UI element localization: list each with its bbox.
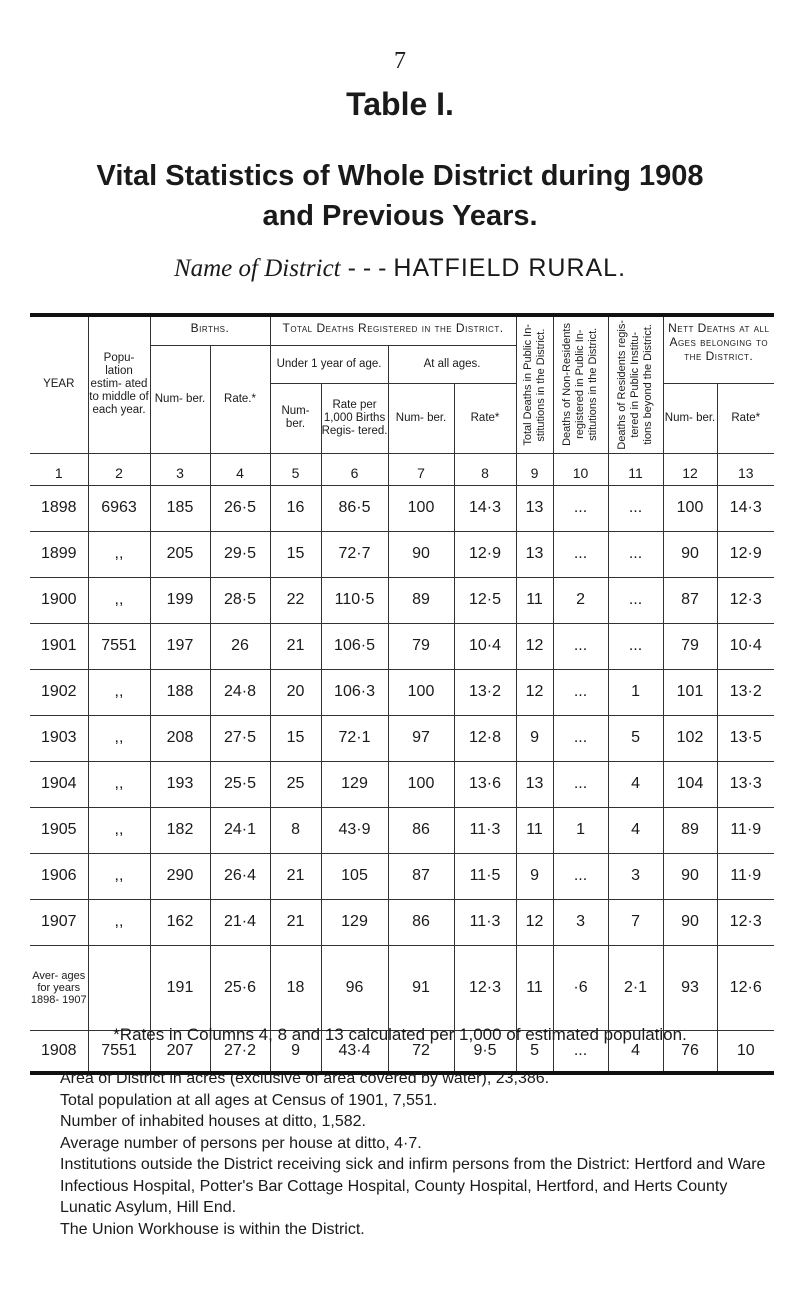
- cell-c9: 11: [516, 577, 553, 623]
- cell-c10: ...: [553, 485, 608, 531]
- cell-all-num: 86: [388, 807, 454, 853]
- cell-u1-rate: 105: [321, 853, 388, 899]
- cell-all-rate: 11·3: [454, 807, 516, 853]
- cell-u1-num: 20: [270, 669, 321, 715]
- header-population: Popu- lation estim- ated to middle of each year.: [88, 315, 150, 453]
- cell-pop: ,,: [88, 715, 150, 761]
- cell-u1-num: 22: [270, 577, 321, 623]
- cell-c9: 13: [516, 485, 553, 531]
- averages-row: [30, 945, 774, 1030]
- column-number: 8: [454, 453, 516, 485]
- column-number: 2: [88, 453, 150, 485]
- cell-all-num: 91: [388, 945, 454, 1030]
- rates-footnote: *Rates in Columns 4, 8 and 13 calculated per 1,000 of estimated population.: [113, 1025, 687, 1044]
- cell-pop: ,,: [88, 853, 150, 899]
- cell-b-num: 207: [150, 1030, 210, 1073]
- cell-year: 1906: [30, 853, 88, 899]
- cell-all-num: 100: [388, 485, 454, 531]
- table-row: [30, 807, 774, 853]
- cell-nett-rate: 10: [717, 1030, 774, 1073]
- cell-pop: ,,: [88, 669, 150, 715]
- cell-b-num: 197: [150, 623, 210, 669]
- cell-nett-rate: 12·3: [717, 577, 774, 623]
- cell-u1-num: 21: [270, 623, 321, 669]
- cell-all-num: 89: [388, 577, 454, 623]
- cell-b-rate: 26: [210, 623, 270, 669]
- table-row: [30, 853, 774, 899]
- cell-u1-rate: 72·1: [321, 715, 388, 761]
- cell-b-rate: 26·4: [210, 853, 270, 899]
- title-line-1: Vital Statistics of Whole District during 1908: [96, 160, 704, 192]
- cell-year: 1907: [30, 899, 88, 945]
- cell-all-rate: 12·9: [454, 531, 516, 577]
- cell-b-rate: 25·6: [210, 945, 270, 1030]
- cell-c10: ...: [553, 531, 608, 577]
- district-name: HATFIELD RURAL.: [393, 254, 627, 282]
- column-number: 1: [30, 453, 88, 485]
- cell-nett-num: 102: [663, 715, 717, 761]
- cell-nett-rate: 11·9: [717, 853, 774, 899]
- column-number: 6: [321, 453, 388, 485]
- cell-c9: 13: [516, 761, 553, 807]
- cell-c10: ...: [553, 1030, 608, 1073]
- cell-u1-num: 21: [270, 853, 321, 899]
- cell-c11: ...: [608, 485, 663, 531]
- column-number: 9: [516, 453, 553, 485]
- cell-c9: 11: [516, 945, 553, 1030]
- note-institutions: Institutions outside the District receiving sick and infirm persons from the District: Hertford and Ware Infectious Hospital, Potter's Bar Cottage Hospital, County Hospital, Hertford, and Herts County Lunatic Asylum, Hill End.: [60, 1156, 766, 1216]
- header-year: YEAR: [30, 315, 88, 453]
- cell-c9: 9: [516, 715, 553, 761]
- cell-u1-num: 15: [270, 531, 321, 577]
- cell-u1-rate: 129: [321, 761, 388, 807]
- cell-nett-rate: 10·4: [717, 623, 774, 669]
- cell-c10: ...: [553, 761, 608, 807]
- header-col9: Total Deaths in Public In- stitutions in the District.: [516, 315, 553, 453]
- header-nett-number: Num- ber.: [663, 383, 717, 453]
- column-number-row: [30, 453, 774, 485]
- cell-b-num: 185: [150, 485, 210, 531]
- cell-all-num: 79: [388, 623, 454, 669]
- cell-u1-rate: 43·4: [321, 1030, 388, 1073]
- cell-all-num: 86: [388, 899, 454, 945]
- cell-c10: ·6: [553, 945, 608, 1030]
- cell-all-num: 100: [388, 669, 454, 715]
- cell-all-rate: 14·3: [454, 485, 516, 531]
- cell-pop: ,,: [88, 899, 150, 945]
- cell-c10: ...: [553, 623, 608, 669]
- cell-b-rate: 21·4: [210, 899, 270, 945]
- cell-all-rate: 9·5: [454, 1030, 516, 1073]
- district-line: [0, 254, 800, 283]
- cell-b-rate: 28·5: [210, 577, 270, 623]
- cell-b-rate: 27·2: [210, 1030, 270, 1073]
- cell-year: 1902: [30, 669, 88, 715]
- note-inhabited-houses: Number of inhabited houses at ditto, 1,582.: [60, 1113, 366, 1130]
- cell-c9: 9: [516, 853, 553, 899]
- cell-u1-num: 16: [270, 485, 321, 531]
- cell-b-num: 182: [150, 807, 210, 853]
- cell-all-rate: 10·4: [454, 623, 516, 669]
- cell-c11: 4: [608, 761, 663, 807]
- table-row: [30, 899, 774, 945]
- column-number: 11: [608, 453, 663, 485]
- table-label: Table I.: [346, 86, 454, 122]
- cell-c9: 5: [516, 1030, 553, 1073]
- cell-c9: 11: [516, 807, 553, 853]
- cell-year: 1908: [30, 1030, 88, 1073]
- cell-nett-num: 76: [663, 1030, 717, 1073]
- header-nett-deaths: Nett Deaths at all Ages belonging to the District.: [663, 315, 774, 383]
- cell-nett-rate: 12·3: [717, 899, 774, 945]
- header-births: Births.: [150, 315, 270, 345]
- cell-all-rate: 11·5: [454, 853, 516, 899]
- table-row: [30, 531, 774, 577]
- cell-all-rate: 11·3: [454, 899, 516, 945]
- cell-nett-num: 90: [663, 899, 717, 945]
- cell-u1-rate: 43·9: [321, 807, 388, 853]
- cell-u1-rate: 86·5: [321, 485, 388, 531]
- cell-c10: 3: [553, 899, 608, 945]
- header-total-deaths: Total Deaths Registered in the District.: [270, 315, 516, 345]
- cell-nett-rate: 14·3: [717, 485, 774, 531]
- cell-c11: 5: [608, 715, 663, 761]
- cell-u1-num: 8: [270, 807, 321, 853]
- district-dashes: - - -: [347, 254, 387, 282]
- cell-nett-rate: 13·3: [717, 761, 774, 807]
- cell-nett-num: 87: [663, 577, 717, 623]
- page-number: 7: [394, 48, 406, 74]
- cell-u1-rate: 106·5: [321, 623, 388, 669]
- cell-u1-rate: 96: [321, 945, 388, 1030]
- cell-b-num: 199: [150, 577, 210, 623]
- cell-b-num: 205: [150, 531, 210, 577]
- cell-c11: 2·1: [608, 945, 663, 1030]
- table-row: [30, 485, 774, 531]
- cell-nett-rate: 13·5: [717, 715, 774, 761]
- cell-u1-rate: 106·3: [321, 669, 388, 715]
- district-label: Name of District: [173, 255, 341, 282]
- cell-year: 1898: [30, 485, 88, 531]
- cell-pop: ,,: [88, 761, 150, 807]
- header-col10: Deaths of Non-Residents registered in Public In- stitutions in the District.: [553, 315, 608, 453]
- cell-pop: 7551: [88, 623, 150, 669]
- column-number: 5: [270, 453, 321, 485]
- note-persons-per-house: Average number of persons per house at ditto, 4·7.: [60, 1134, 422, 1152]
- cell-b-rate: 25·5: [210, 761, 270, 807]
- cell-c9: 12: [516, 669, 553, 715]
- cell-c9: 12: [516, 623, 553, 669]
- district-notes: [60, 1068, 780, 1240]
- table-row: [30, 669, 774, 715]
- cell-nett-num: 100: [663, 485, 717, 531]
- cell-b-num: 188: [150, 669, 210, 715]
- cell-pop: 7551: [88, 1030, 150, 1073]
- cell-u1-num: 9: [270, 1030, 321, 1073]
- cell-nett-num: 90: [663, 853, 717, 899]
- cell-u1-rate: 110·5: [321, 577, 388, 623]
- cell-c11: 3: [608, 853, 663, 899]
- header-births-number: Num- ber.: [150, 345, 210, 453]
- note-workhouse: The Union Workhouse is within the District.: [60, 1220, 365, 1238]
- cell-all-rate: 12·3: [454, 945, 516, 1030]
- cell-c9: 12: [516, 899, 553, 945]
- cell-b-num: 162: [150, 899, 210, 945]
- table-row: [30, 761, 774, 807]
- cell-c11: 1: [608, 669, 663, 715]
- header-u1-number: Num- ber.: [270, 383, 321, 453]
- cell-c10: ...: [553, 715, 608, 761]
- cell-b-rate: 24·1: [210, 807, 270, 853]
- cell-nett-rate: 12·6: [717, 945, 774, 1030]
- cell-c10: ...: [553, 853, 608, 899]
- cell-nett-num: 79: [663, 623, 717, 669]
- cell-pop: [88, 945, 150, 1030]
- cell-nett-num: 89: [663, 807, 717, 853]
- cell-nett-num: 101: [663, 669, 717, 715]
- table-row: [30, 623, 774, 669]
- cell-c11: 7: [608, 899, 663, 945]
- cell-c11: ...: [608, 623, 663, 669]
- cell-year: 1900: [30, 577, 88, 623]
- header-col11: Deaths of Residents regis- tered in Public Institu- tions beyond the District.: [608, 315, 663, 453]
- vital-statistics-table: [30, 313, 774, 1075]
- cell-nett-num: 90: [663, 531, 717, 577]
- cell-b-num: 208: [150, 715, 210, 761]
- cell-pop: ,,: [88, 807, 150, 853]
- cell-b-num: 191: [150, 945, 210, 1030]
- cell-u1-num: 15: [270, 715, 321, 761]
- cell-all-rate: 13·2: [454, 669, 516, 715]
- cell-b-rate: 26·5: [210, 485, 270, 531]
- header-at-all-ages: At all ages.: [388, 345, 516, 383]
- header-under-1-year: Under 1 year of age.: [270, 345, 388, 383]
- cell-year: 1903: [30, 715, 88, 761]
- header-births-rate: Rate.*: [210, 345, 270, 453]
- cell-u1-rate: 129: [321, 899, 388, 945]
- cell-pop: ,,: [88, 577, 150, 623]
- cell-year: 1905: [30, 807, 88, 853]
- cell-c11: ...: [608, 577, 663, 623]
- cell-c11: ...: [608, 531, 663, 577]
- cell-all-rate: 13·6: [454, 761, 516, 807]
- cell-nett-rate: 13·2: [717, 669, 774, 715]
- column-number: 7: [388, 453, 454, 485]
- cell-pop: ,,: [88, 531, 150, 577]
- header-u1-rate: Rate per 1,000 Births Regis- tered.: [321, 383, 388, 453]
- cell-u1-num: 21: [270, 899, 321, 945]
- column-number: 13: [717, 453, 774, 485]
- title-line-2: and Previous Years.: [262, 200, 538, 232]
- cell-c10: ...: [553, 669, 608, 715]
- column-number: 3: [150, 453, 210, 485]
- cell-all-num: 97: [388, 715, 454, 761]
- cell-c11: 4: [608, 1030, 663, 1073]
- cell-b-rate: 29·5: [210, 531, 270, 577]
- cell-c11: 4: [608, 807, 663, 853]
- cell-u1-num: 18: [270, 945, 321, 1030]
- cell-nett-rate: 12·9: [717, 531, 774, 577]
- table-row: [30, 577, 774, 623]
- cell-all-rate: 12·5: [454, 577, 516, 623]
- column-number: 4: [210, 453, 270, 485]
- cell-nett-num: 104: [663, 761, 717, 807]
- header-nett-rate: Rate*: [717, 383, 774, 453]
- header-all-rate: Rate*: [454, 383, 516, 453]
- cell-u1-num: 25: [270, 761, 321, 807]
- cell-c10: 1: [553, 807, 608, 853]
- cell-u1-rate: 72·7: [321, 531, 388, 577]
- cell-all-num: 100: [388, 761, 454, 807]
- cell-all-num: 72: [388, 1030, 454, 1073]
- cell-b-num: 290: [150, 853, 210, 899]
- column-number: 10: [553, 453, 608, 485]
- cell-year: 1899: [30, 531, 88, 577]
- cell-year: 1904: [30, 761, 88, 807]
- note-area: Area of District in acres (exclusive of area covered by water), 23,386.: [60, 1070, 550, 1087]
- cell-b-num: 193: [150, 761, 210, 807]
- cell-b-rate: 27·5: [210, 715, 270, 761]
- cell-b-rate: 24·8: [210, 669, 270, 715]
- cell-year: 1901: [30, 623, 88, 669]
- cell-all-rate: 12·8: [454, 715, 516, 761]
- cell-nett-num: 93: [663, 945, 717, 1030]
- cell-all-num: 87: [388, 853, 454, 899]
- cell-all-num: 90: [388, 531, 454, 577]
- cell-c9: 13: [516, 531, 553, 577]
- cell-averages-label: Aver- ages for years 1898- 1907: [30, 945, 88, 1030]
- cell-pop: 6963: [88, 485, 150, 531]
- cell-nett-rate: 11·9: [717, 807, 774, 853]
- note-census-population: Total population at all ages at Census of 1901, 7,551.: [60, 1091, 438, 1109]
- column-number: 12: [663, 453, 717, 485]
- header-all-number: Num- ber.: [388, 383, 454, 453]
- table-row: [30, 715, 774, 761]
- cell-c10: 2: [553, 577, 608, 623]
